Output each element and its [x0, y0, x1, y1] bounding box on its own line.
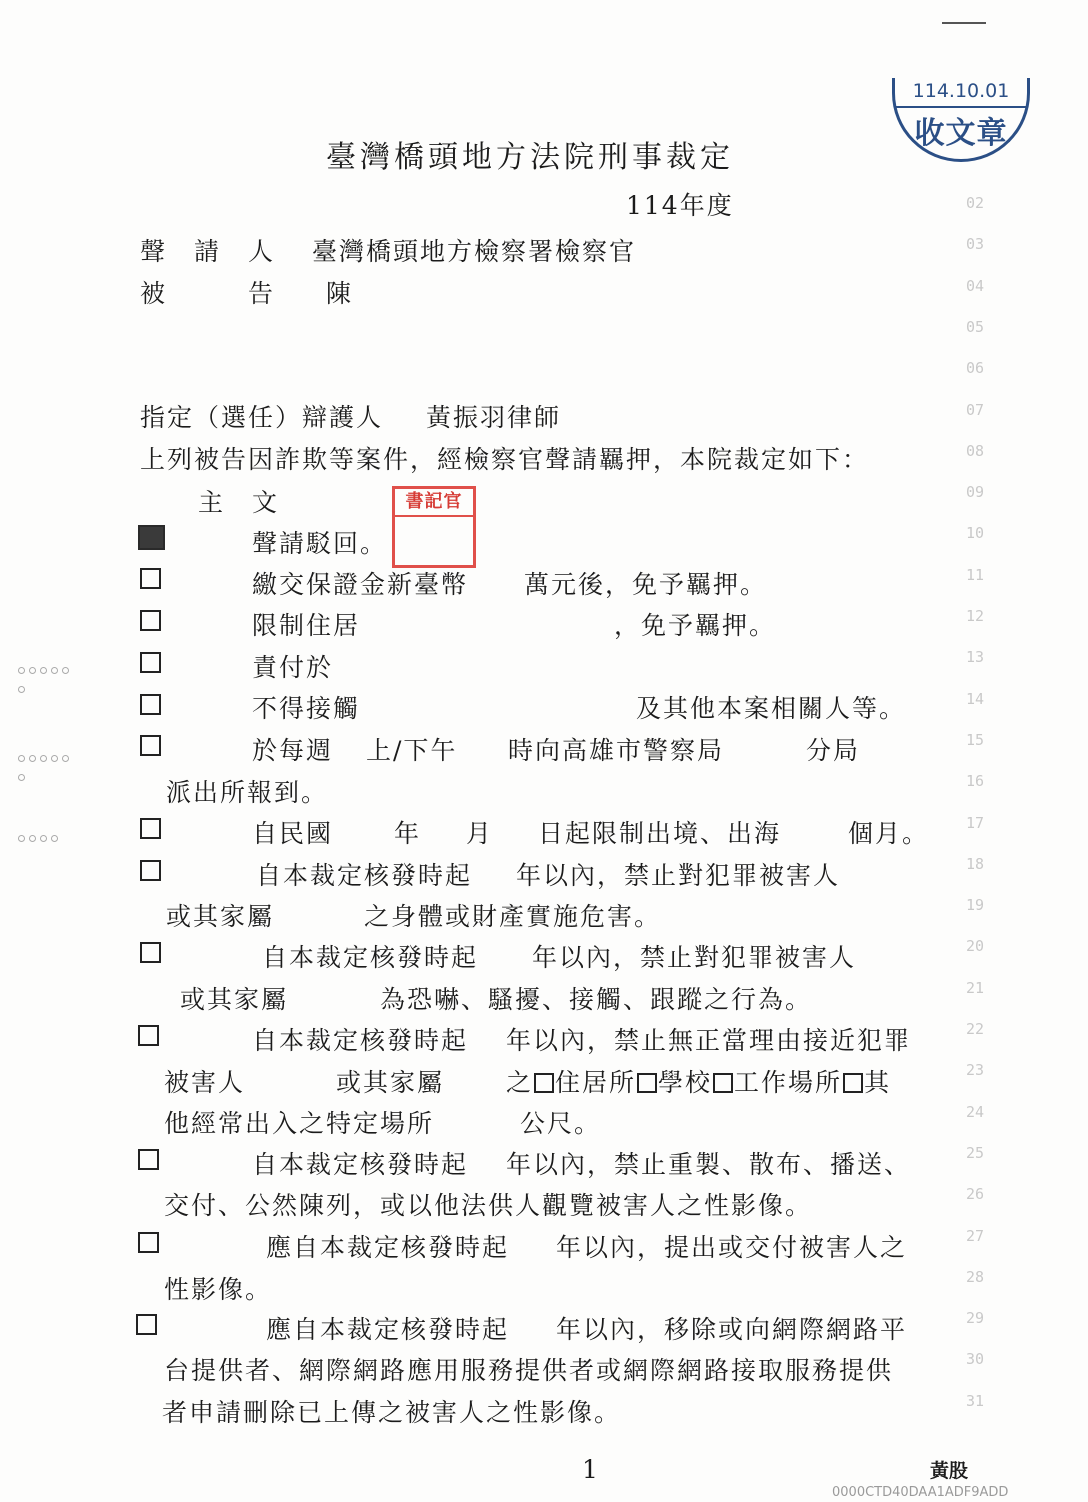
option-no-approach-text-k: 公尺。 [520, 1109, 602, 1138]
option-travel-text-c: 月 [466, 819, 494, 848]
line-number: 08 [966, 441, 985, 460]
checkbox-place-other[interactable] [843, 1073, 863, 1093]
line-number: 05 [966, 317, 985, 336]
checkbox-travel-ban[interactable] [140, 818, 161, 839]
line-number: 22 [966, 1020, 985, 1038]
division-label: 黃股 [930, 1460, 969, 1482]
clerk-seal-label: 書記官 [395, 489, 473, 517]
option-no-approach-places [506, 1063, 891, 1099]
punch-hole [51, 835, 58, 842]
line-number: 09 [966, 483, 985, 502]
option-remove-online-text-d: 者申請刪除已上傳之被害人之性影像。 [162, 1398, 622, 1427]
document-title: 臺灣橋頭地方法院刑事裁定 [326, 140, 734, 175]
option-no-approach-text-a: 自本裁定核發時起 [252, 1026, 469, 1055]
punch-hole [18, 667, 25, 674]
option-custody-text: 責付於 [252, 653, 334, 682]
option-no-approach-text-b: 年以內，禁止無正當理由接近犯罪 [506, 1026, 912, 1055]
applicant-name: 臺灣橋頭地方檢察署檢察官 [312, 237, 637, 266]
defense-name: 黃振羽律師 [426, 403, 562, 432]
punch-holes-top [16, 662, 78, 700]
line-number: 24 [966, 1102, 985, 1121]
option-report-text-a: 於每週 [252, 736, 334, 765]
option-bail-text-b: 萬元後，免予羈押。 [524, 570, 768, 599]
line-number: 18 [966, 854, 985, 873]
option-no-harass-text-c: 或其家屬 [180, 985, 289, 1014]
punch-hole [40, 667, 47, 674]
intro-paragraph: 上列被告因詐欺等案件，經檢察官聲請羈押，本院裁定如下： [140, 445, 870, 474]
punch-hole [40, 755, 47, 762]
line-number: 15 [966, 730, 985, 749]
punch-hole [62, 755, 69, 762]
line-number: 07 [966, 400, 985, 419]
option-bail-text-a: 繳交保證金新臺幣 [252, 570, 469, 599]
option-no-harass-text-a: 自本裁定核發時起 [262, 943, 479, 972]
option-hand-over-text-c: 性影像。 [164, 1275, 273, 1304]
clerk-seal [392, 486, 476, 568]
checkbox-place-residence[interactable] [534, 1073, 554, 1093]
top-edge-mark [942, 22, 986, 24]
line-number: 02 [966, 194, 985, 212]
option-report-text-d: 分局 [806, 736, 861, 765]
punch-hole [51, 667, 58, 674]
option-no-harm-text-d: 之身體或財產實施危害。 [364, 902, 662, 931]
line-number: 10 [966, 524, 985, 543]
option-residence-text-b: ，免予羈押。 [614, 611, 777, 640]
checkbox-place-school[interactable] [637, 1073, 657, 1093]
checkbox-report[interactable] [140, 735, 161, 756]
punch-hole [18, 755, 25, 762]
page-number: 1 [582, 1455, 600, 1484]
option-no-harass-text-d: 為恐嚇、騷擾、接觸、跟蹤之行為。 [380, 985, 813, 1014]
option-hand-over-text-a: 應自本裁定核發時起 [266, 1233, 510, 1262]
defendant-label: 被 告 [140, 279, 276, 308]
checkbox-residence[interactable] [140, 610, 161, 631]
received-stamp-label: 收文章 [914, 116, 1008, 151]
option-report-text-c: 時向高雄市警察局 [508, 736, 725, 765]
punch-hole [51, 755, 58, 762]
punch-hole [18, 774, 25, 781]
line-number: 27 [966, 1226, 985, 1245]
punch-holes-bottom [16, 830, 78, 849]
line-number: 14 [966, 689, 985, 708]
option-report-text-e: 派出所報到。 [166, 778, 329, 807]
option-no-distribute-text-a: 自本裁定核發時起 [252, 1150, 469, 1179]
option-travel-text-e: 個月。 [848, 819, 930, 848]
defense-label: 指定（選任）辯護人 [140, 403, 384, 432]
punch-hole [18, 686, 25, 693]
option-report-text-b: 上/下午 [366, 736, 458, 765]
punch-hole [29, 667, 36, 674]
line-number: 21 [966, 978, 985, 997]
punch-holes-middle [16, 750, 78, 788]
option-no-approach-text-e: 之 [506, 1068, 534, 1097]
option-remove-online-text-b: 年以內，移除或向網際網路平 [556, 1315, 908, 1344]
option-no-approach-text-j: 他經常出入之特定場所 [164, 1109, 435, 1138]
option-hand-over-text-b: 年以內，提出或交付被害人之 [556, 1233, 908, 1262]
option-no-distribute-text-c: 交付、公然陳列，或以他法供人觀覽被害人之性影像。 [164, 1191, 813, 1220]
option-no-distribute-text-b: 年以內，禁止重製、散布、播送、 [506, 1150, 912, 1179]
option-no-harm-text-c: 或其家屬 [166, 902, 275, 931]
line-number: 23 [966, 1061, 985, 1080]
applicant-label: 聲 請 人 [140, 237, 276, 266]
checkbox-place-workplace[interactable] [713, 1073, 733, 1093]
line-number: 26 [966, 1185, 985, 1204]
line-number: 30 [966, 1350, 985, 1369]
line-number: 28 [966, 1267, 985, 1286]
option-remove-online-text-c: 台提供者、網際網路應用服務提供者或網際網路接取服務提供 [164, 1356, 894, 1385]
option-no-approach-text-c: 被害人 [164, 1068, 246, 1097]
document-year: 114年度 [626, 191, 734, 220]
option-no-approach-text-d: 或其家屬 [336, 1068, 445, 1097]
checkbox-no-contact[interactable] [140, 694, 161, 715]
main-heading: 主 文 [198, 488, 280, 517]
option-place-school-label: 學校 [658, 1068, 713, 1097]
line-number: 03 [966, 235, 985, 254]
option-place-residence-label: 住居所 [555, 1068, 637, 1097]
line-number: 11 [966, 565, 985, 584]
checkbox-hand-over[interactable] [138, 1232, 159, 1253]
line-number: 31 [966, 1391, 985, 1410]
option-place-other-label: 其 [864, 1068, 892, 1097]
option-no-contact-text-a: 不得接觸 [252, 694, 361, 723]
checkbox-no-harass[interactable] [140, 942, 161, 963]
line-number: 20 [966, 937, 985, 956]
checkbox-dismiss[interactable] [138, 525, 165, 550]
line-number: 25 [966, 1143, 985, 1162]
punch-hole [29, 835, 36, 842]
document-code: 0000CTD40DAA1ADF9ADD [832, 1485, 1009, 1500]
checkbox-remove-online[interactable] [136, 1314, 157, 1335]
received-stamp-date: 114.10.01 [912, 80, 1010, 102]
option-no-harm-text-b: 年以內，禁止對犯罪被害人 [516, 861, 841, 890]
line-number: 12 [966, 607, 985, 625]
checkbox-no-approach[interactable] [138, 1025, 159, 1046]
checkbox-custody[interactable] [140, 652, 161, 673]
checkbox-bail[interactable] [140, 568, 161, 589]
option-no-contact-text-b: 及其他本案相關人等。 [636, 694, 907, 723]
punch-hole [18, 835, 25, 842]
option-residence-text-a: 限制住居 [252, 611, 361, 640]
option-travel-text-d: 日起限制出境、出海 [538, 819, 782, 848]
option-travel-text-a: 自民國 [252, 819, 334, 848]
option-no-harass-text-b: 年以內，禁止對犯罪被害人 [532, 943, 857, 972]
checkbox-no-distribute[interactable] [138, 1149, 159, 1170]
line-number: 04 [966, 276, 985, 295]
punch-hole [29, 755, 36, 762]
line-number: 13 [966, 648, 985, 667]
option-dismiss-text: 聲請駁回。 [252, 529, 388, 558]
checkbox-no-harm[interactable] [140, 860, 161, 881]
line-number: 19 [966, 896, 985, 915]
option-place-workplace-label: 工作場所 [734, 1068, 843, 1097]
option-remove-online-text-a: 應自本裁定核發時起 [266, 1315, 510, 1344]
punch-hole [40, 835, 47, 842]
line-number: 29 [966, 1309, 985, 1328]
punch-hole [62, 667, 69, 674]
received-stamp [892, 78, 1030, 162]
line-number: 06 [966, 359, 985, 378]
option-travel-text-b: 年 [394, 819, 422, 848]
line-number: 16 [966, 772, 985, 791]
line-number: 17 [966, 813, 985, 832]
option-no-harm-text-a: 自本裁定核發時起 [256, 861, 473, 890]
defendant-name: 陳 [326, 279, 354, 308]
